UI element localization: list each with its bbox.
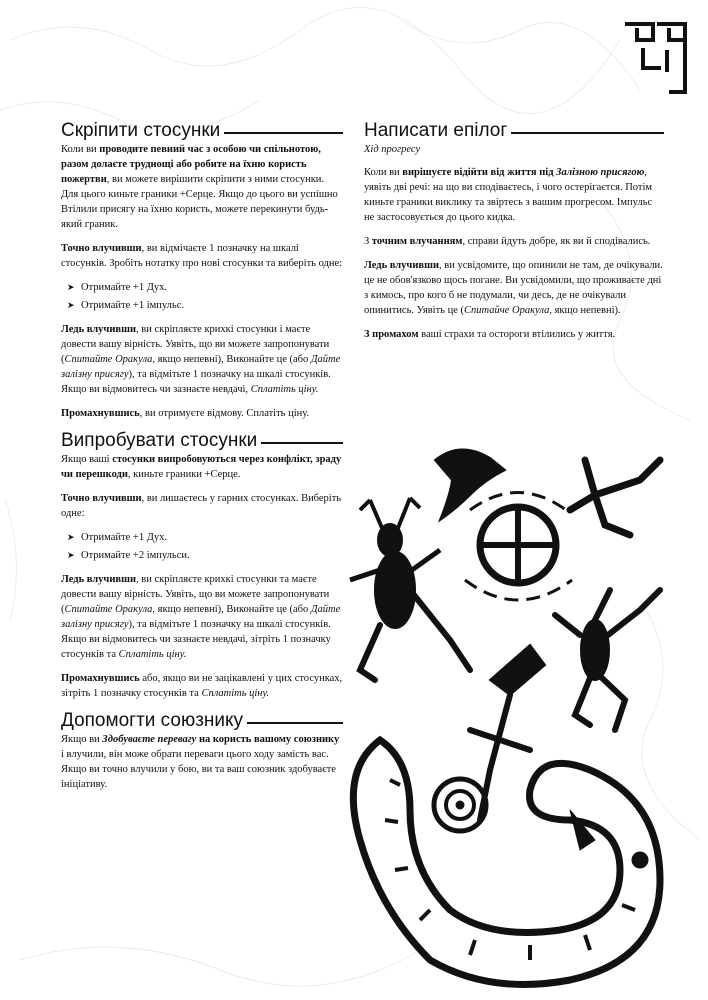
paragraph: Промахнувшись або, якщо ви не зацікавлені у цих стосунках, зітріть 1 позначку стосунків та Сплатіть ціну. bbox=[61, 673, 343, 699]
title-rule bbox=[261, 442, 343, 444]
title-rule bbox=[224, 132, 343, 134]
section-title-aid-ally: Допомогти союзнику bbox=[61, 710, 343, 732]
list-item: ➤ Отримайте +1 імпульс. bbox=[67, 300, 184, 311]
corner-rune-icon bbox=[623, 18, 691, 98]
paragraph: Точно влучивши, ви лишаєтесь у гарних стосунках. Виберіть одне: bbox=[61, 493, 342, 519]
arrow-bullet-icon: ➤ bbox=[67, 282, 75, 292]
right-column bbox=[364, 120, 664, 351]
paragraph: Ледь влучивши, ви скріпляєте крихкі стосунки і маєте довести вашу вірність. Уявіть, що ви можете запропонувати (Спитайте Оракула, якщо непевні), Виконайте це (або Дайте залізну присягу), та відмітьте 1 позначку на шкалі стосунків. Якщо ви відмовитесь чи зазнаєте невдачі, Сплатіть ціну. bbox=[61, 324, 341, 395]
paragraph: Точно влучивши, ви відмічаєте 1 позначку на шкалі стосунків. Зробіть нотатку про нові стосунки та виберіть одне: bbox=[61, 243, 343, 269]
list-item: ➤ Отримайте +1 Дух. bbox=[67, 532, 167, 543]
paragraph: Промахнувшись, ви отримуєте відмову. Сплатіть ціну. bbox=[61, 408, 310, 419]
title-rule bbox=[247, 722, 343, 724]
paragraph: Коли ви вирішуєте відійти від життя під Залізною присягою, уявіть дві речі: на що ви сподіваєтесь, і чого остерігаєтся. Потім киньте граники виклику та звіртесь з вашим прогресом. Імпульс не застосовується до цього кидка. bbox=[364, 167, 653, 223]
title-rule bbox=[511, 132, 664, 134]
paragraph: Якщо ваші стосунки випробовуються через конфлікт, зраду чи перешкоди, киньте граники +Серце. bbox=[61, 454, 342, 480]
option-list bbox=[61, 530, 343, 563]
section-title-epilogue: Написати епілог bbox=[364, 120, 664, 142]
section-subtitle: Хід прогресу bbox=[364, 144, 421, 155]
paragraph: З точним влучанням, справи йдуть добре, як ви й сподівались. bbox=[364, 236, 651, 247]
list-item: ➤ Отримайте +1 Дух. bbox=[67, 282, 167, 293]
paragraph: З промахом ваші страхи та остороги втілились у життя. bbox=[364, 329, 616, 340]
paragraph: Ледь влучивши, ви скріпляєте крихкі стосунки та маєте довести вашу вірність. Уявіть, що ви можете запропонувати (Спитайте Оракула, якщо непевні), Виконайте це (або Дайте залізну присягу), та відмітьте 1 позначку на шкалі стосунків. Якщо ви відмовитесь чи зазнаєте невдачі, зітріть 1 позначку стосунків та Сплатіть ціну. bbox=[61, 574, 341, 660]
left-column bbox=[61, 120, 343, 801]
petroglyph-illustration bbox=[340, 440, 680, 995]
arrow-bullet-icon: ➤ bbox=[67, 550, 75, 560]
paragraph: Коли ви проводите певний час з особою чи спільнотою, разом долаєте труднощі або робите на їхню користь пожертви, ви можете вирішити скріпити з ними стосунки. Для цього киньте граники +Серце. Якщо до цього ви успішно Втілили присягу на їхню користь, можете перекинути будь-який граник. bbox=[61, 144, 338, 230]
arrow-bullet-icon: ➤ bbox=[67, 532, 75, 542]
list-item: ➤ Отримайте +2 імпульси. bbox=[67, 550, 190, 561]
paragraph: Якщо ви Здобуваєте перевагу на користь вашому союзнику і влучили, він може обрати переваги цього ходу замість вас. Якщо ви точно влучили у бою, ви та ваш союзник здобуваєте ініціативу. bbox=[61, 734, 340, 790]
arrow-bullet-icon: ➤ bbox=[67, 300, 75, 310]
option-list bbox=[61, 280, 343, 313]
section-title-test-bond: Випробувати стосунки bbox=[61, 430, 343, 452]
paragraph: Ледь влучивши, ви усвідомите, що опинили не там, де очікували. це не обов'язково щось погане. Ви усвідомили, що проживаєте дні з кимось, про кого б не подумали, чи десь, де не очікували опинитись. Уявіть це (Спитайче Оракула, якщо непевні). bbox=[364, 260, 663, 316]
section-title-forge-bond: Скріпити стосунки bbox=[61, 120, 343, 142]
